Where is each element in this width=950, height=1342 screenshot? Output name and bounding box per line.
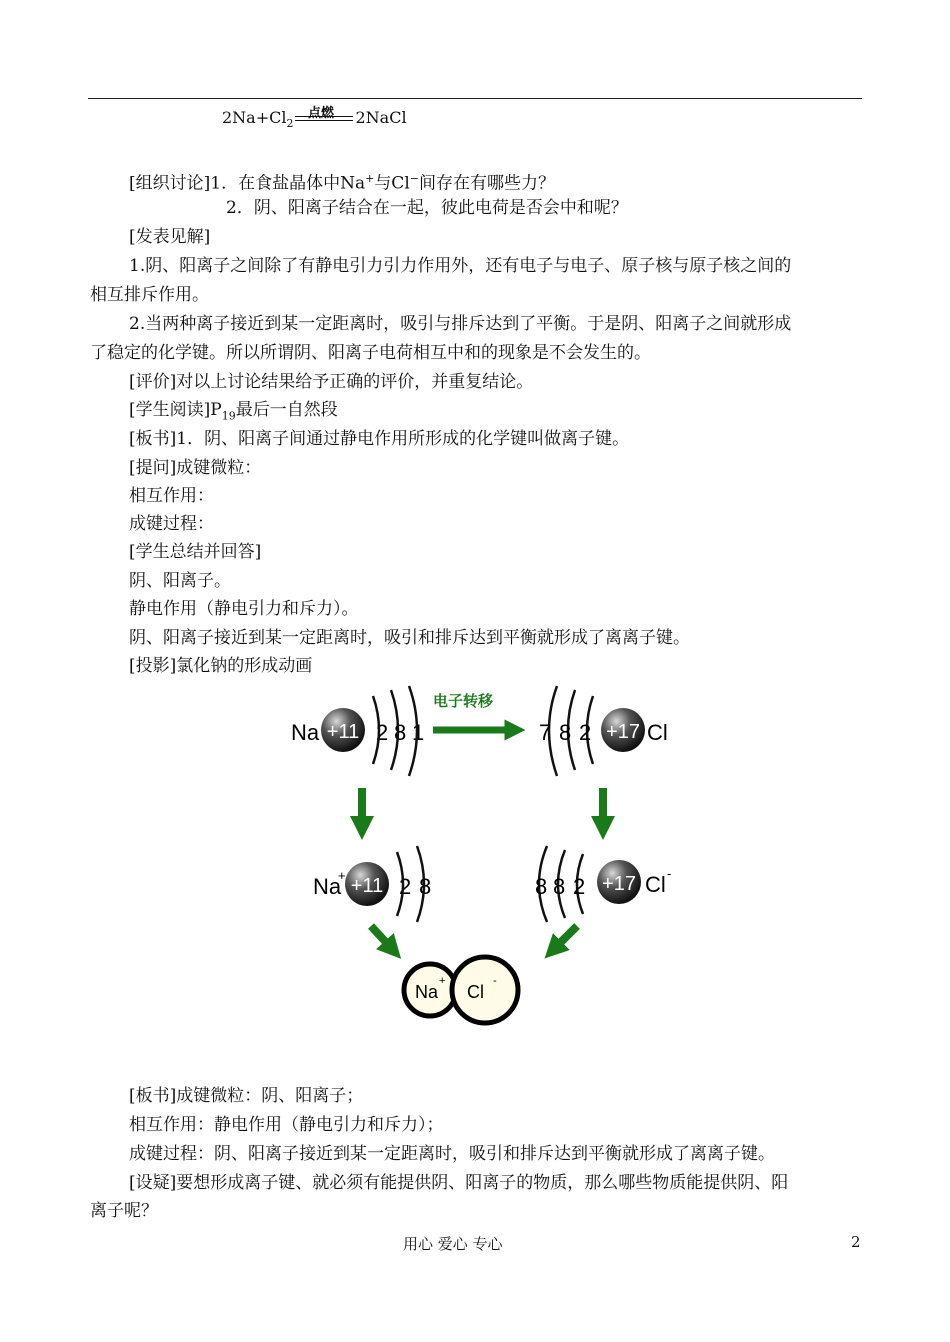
text-line: [投影]氯化钠的形成动画: [129, 656, 313, 676]
pair-cl-label: Cl: [467, 982, 484, 1002]
text-line: 相互作用：: [129, 486, 214, 506]
na-shell-1: 2: [376, 720, 389, 745]
eq-right: 2NaCl: [355, 108, 407, 127]
na-ion-charge: +: [338, 868, 346, 883]
text-line: [发表见解]: [129, 227, 211, 247]
text-line: 成键过程：: [129, 514, 214, 534]
text-line: 阴、阳离子。: [129, 571, 231, 591]
text-line: 1.阴、阳离子之间除了有静电引力引力作用外，还有电子与电子、原子核与原子核之间的: [129, 256, 792, 276]
text-line: 成键过程：阴、阳离子接近到某一定距离时，吸引和排斥达到平衡就形成了离离子键。: [129, 1144, 775, 1164]
na-ion-nucleus-charge: +11: [350, 875, 384, 897]
cl-ion-shell-2: 8: [553, 874, 566, 899]
ion-pair: [404, 957, 518, 1023]
text-line: 2.当两种离子接近到某一定距离时，吸引与排斥达到了平衡。于是阴、阳离子之间就形成: [129, 314, 792, 334]
text-line: 了稳定的化学键。所以所谓阴、阳离子电荷相互中和的现象是不会发生的。: [90, 343, 651, 363]
pair-na-charge: +: [439, 975, 446, 987]
cl-ion: [535, 846, 671, 922]
text-line: 2．阴、阳离子结合在一起，彼此电荷是否会中和呢？: [226, 198, 628, 218]
text-line: [学生阅读]$P_{19}$最后一自然段: [129, 400, 338, 423]
eq-left-sub: 2: [286, 117, 294, 131]
cl-shell-2: 8: [559, 720, 572, 745]
pair-cl-charge: -: [493, 975, 497, 987]
page-number: 2: [851, 1233, 861, 1251]
cl-atom: [539, 686, 668, 776]
na-ion-label: Na: [313, 874, 342, 899]
na-atom: [291, 686, 424, 776]
cl-ion-label: Cl: [645, 872, 666, 897]
pair-na-label: Na: [415, 982, 439, 1002]
header-rule: [88, 98, 862, 99]
nacl-formation-diagram: [285, 678, 685, 1028]
eq-left: 2Na+Cl: [222, 108, 287, 127]
na-ion-shell-2: 8: [419, 874, 432, 899]
text-line: 阴、阳离子接近到某一定距离时，吸引和排斥达到平衡就形成了离离子键。: [129, 628, 690, 648]
cl-ion-shell-1: 8: [535, 874, 548, 899]
text-line: [设疑]要想形成离子键、就必须有能提供阴、阳离子的物质，那么哪些物质能提供阴、阳: [129, 1173, 789, 1193]
transfer-label: 电子转移: [433, 692, 494, 710]
na-shell-2: 8: [394, 720, 407, 745]
na-shell-3: 1: [412, 720, 425, 745]
na-label: Na: [291, 720, 320, 745]
eq-condition: 点燃: [308, 106, 335, 121]
text-line: [组织讨论]1．在食盐晶体中Na+与Cl−间存在有哪些力？: [129, 172, 555, 194]
cl-label: Cl: [647, 720, 668, 745]
reaction-equation: [222, 108, 407, 130]
text-line: 相互排斥作用。: [90, 285, 209, 305]
text-line: 相互作用：静电作用（静电引力和斥力）；: [129, 1115, 444, 1135]
cl-nucleus-charge: +17: [606, 721, 640, 743]
text-line: [板书]成键微粒：阴、阳离子；: [129, 1086, 364, 1106]
text-line: [学生总结并回答]: [129, 542, 262, 562]
text-line: [提问]成键微粒：: [129, 458, 262, 478]
text-line: 离子呢？: [90, 1201, 158, 1221]
cl-ion-sphere: [452, 957, 518, 1023]
diag-arrow-right: [553, 926, 577, 950]
cl-shell-3: 2: [579, 720, 592, 745]
text-line: [板书]1．阴、阳离子间通过静电作用所形成的化学键叫做离子键。: [129, 429, 630, 449]
na-ion-shell-1: 2: [399, 874, 412, 899]
na-ion: [313, 846, 431, 922]
cl-ion-shell-3: 2: [573, 874, 586, 899]
electron-transfer: [433, 692, 515, 730]
na-nucleus-charge: +11: [326, 721, 360, 743]
text-line: 静电作用（静电引力和斥力）。: [129, 599, 359, 619]
diag-arrow-left: [371, 926, 393, 950]
text-line: [评价]对以上讨论结果给予正确的评价，并重复结论。: [129, 372, 534, 392]
footer-motto: 用心 爱心 专心: [403, 1235, 503, 1253]
cl-ion-nucleus-charge: +17: [602, 873, 636, 895]
cl-ion-charge: -: [667, 866, 672, 881]
cl-shell-1: 7: [539, 720, 552, 745]
